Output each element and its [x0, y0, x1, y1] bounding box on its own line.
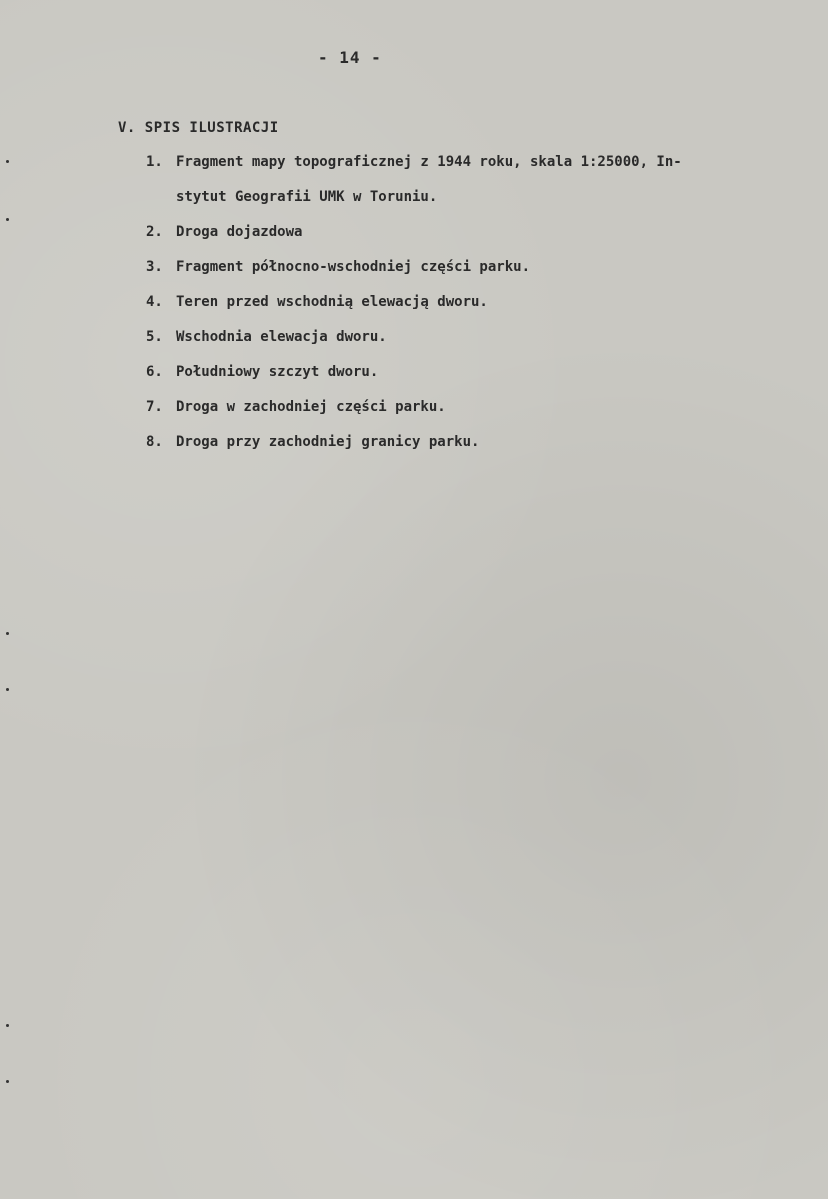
list-item — [146, 294, 796, 311]
list-item — [146, 154, 796, 206]
item-number: 3. — [146, 259, 163, 275]
margin-mark — [6, 632, 9, 635]
list-item — [146, 329, 796, 346]
item-line: Fragment mapy topograficznej z 1944 roku, skala 1:25000, In- — [176, 154, 682, 170]
item-text: Południowy szczyt dworu. — [176, 364, 379, 380]
list-item — [146, 364, 796, 381]
list-item — [146, 259, 796, 276]
item-number: 1. — [146, 154, 163, 170]
margin-mark — [6, 688, 9, 691]
item-number: 2. — [146, 224, 163, 240]
margin-mark — [6, 218, 9, 221]
item-text: Droga przy zachodniej granicy parku. — [176, 434, 480, 450]
item-number: 7. — [146, 399, 163, 415]
page-number: - 14 - — [318, 48, 382, 67]
list-item — [146, 224, 796, 241]
item-number: 5. — [146, 329, 163, 345]
item-line-continued: stytut Geografii UMK w Toruniu. — [176, 189, 438, 205]
item-number: 6. — [146, 364, 163, 380]
item-text: Teren przed wschodnią elewacją dworu. — [176, 294, 488, 310]
list-item — [146, 399, 796, 416]
illustration-list — [146, 154, 796, 469]
margin-mark — [6, 1080, 9, 1083]
item-text: Droga dojazdowa — [176, 224, 303, 240]
section-heading: V. SPIS ILUSTRACJI — [118, 120, 279, 136]
margin-mark — [6, 1024, 9, 1027]
item-number: 4. — [146, 294, 163, 310]
item-text — [176, 154, 796, 206]
item-text: Droga w zachodniej części parku. — [176, 399, 446, 415]
item-text: Fragment północno-wschodniej części parku. — [176, 259, 531, 275]
list-item — [146, 434, 796, 451]
item-number: 8. — [146, 434, 163, 450]
margin-mark — [6, 160, 9, 163]
item-text: Wschodnia elewacja dworu. — [176, 329, 387, 345]
